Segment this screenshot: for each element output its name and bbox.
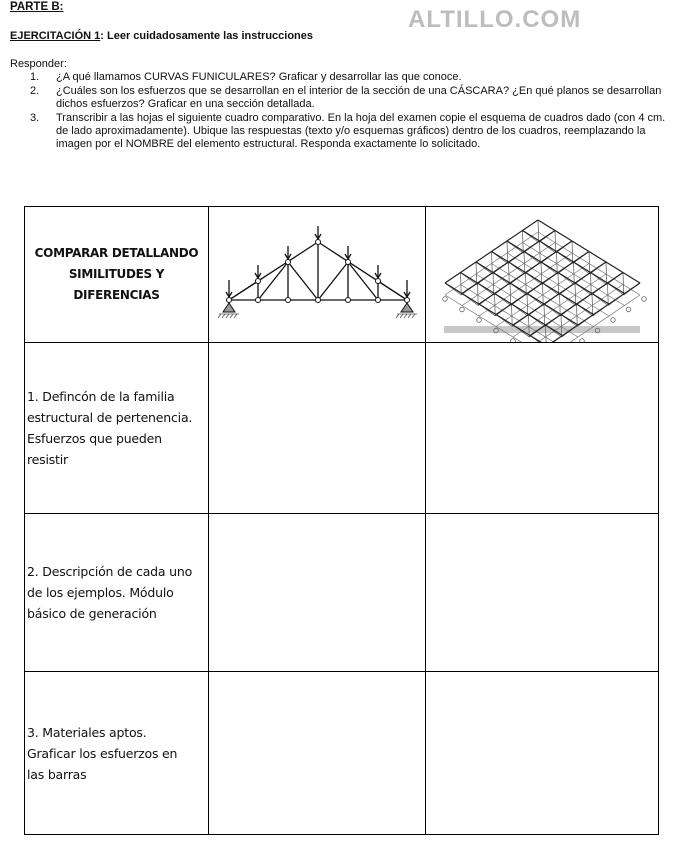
question-item [30,71,675,84]
question-text: ¿A qué llamamos CURVAS FUNICULARES? Graficar y desarrollar las que conoce. [56,71,462,83]
row-label-line: estructural de pertenencia. [27,410,193,425]
row-label-line: básico de generación [27,606,157,621]
space-frame-cell [426,207,659,343]
row-label-line: 2. Descripción de cada uno [27,564,193,579]
row-label-line: resistir [27,452,68,467]
responder-label: Responder: [10,58,67,70]
row-label-cell [25,514,209,672]
row-label-line: 1. Defincón de la familia [27,389,175,404]
comparison-table [24,206,659,835]
exercise-instructions: : Leer cuidadosamente las instrucciones [100,30,314,42]
table-row [25,343,659,514]
answer-cell [426,672,659,835]
header-line: COMPARAR DETALLANDO [34,246,199,260]
row-label-cell [25,343,209,514]
answer-cell [209,514,426,672]
table-header-row [25,207,659,343]
question-number: 1. [30,71,40,83]
watermark: ALTILLO.COM [408,6,582,33]
truss-cell [209,207,426,343]
answer-cell [426,514,659,672]
row-label-line: las barras [27,766,87,782]
answer-cell [209,343,426,514]
row-label-line: de los ejemplos. Módulo [27,585,174,600]
table-row [25,672,659,835]
question-text: Transcribir a las hojas el siguiente cuadro comparativo. En la hoja del examen copie el esquema de cuadros dado (con 4 cm. de lado aproximadamente). Ubique las respuestas (texto y/o esquemas gráficos) dentro de los cuadros, reemplazando la imagen por el NOMBRE del elemento estructural. Responda exactamente lo solicitado. [56,112,666,150]
header-label-cell [25,207,209,343]
question-number: 3. [30,112,40,124]
question-item [30,112,675,151]
row-label-line: Graficar los esfuerzos en [27,745,178,761]
exercise-heading [10,30,313,42]
header-line: DIFERENCIAS [73,288,160,302]
question-list [30,71,675,152]
question-number: 2. [30,85,40,97]
row-label-line: 3. Materiales aptos. [27,724,147,740]
truss-image [209,208,424,342]
row-label-line: Esfuerzos que pueden [27,431,162,446]
question-item [30,85,675,111]
answer-cell [209,672,426,835]
answer-cell [426,343,659,514]
row-label-cell [25,672,209,835]
header-line: SIMILITUDES Y [68,267,165,281]
table-row [25,514,659,672]
exercise-label: EJERCITACIÓN 1 [10,30,101,42]
part-title: PARTE B: [10,1,64,13]
space-frame-image [426,208,657,342]
question-text: ¿Cuáles son los esfuerzos que se desarrollan en el interior de la sección de una CÁSCARA? ¿En qué planos se desarrollan dichos esfuerzos? Graficar en una sección detallada. [56,85,662,110]
